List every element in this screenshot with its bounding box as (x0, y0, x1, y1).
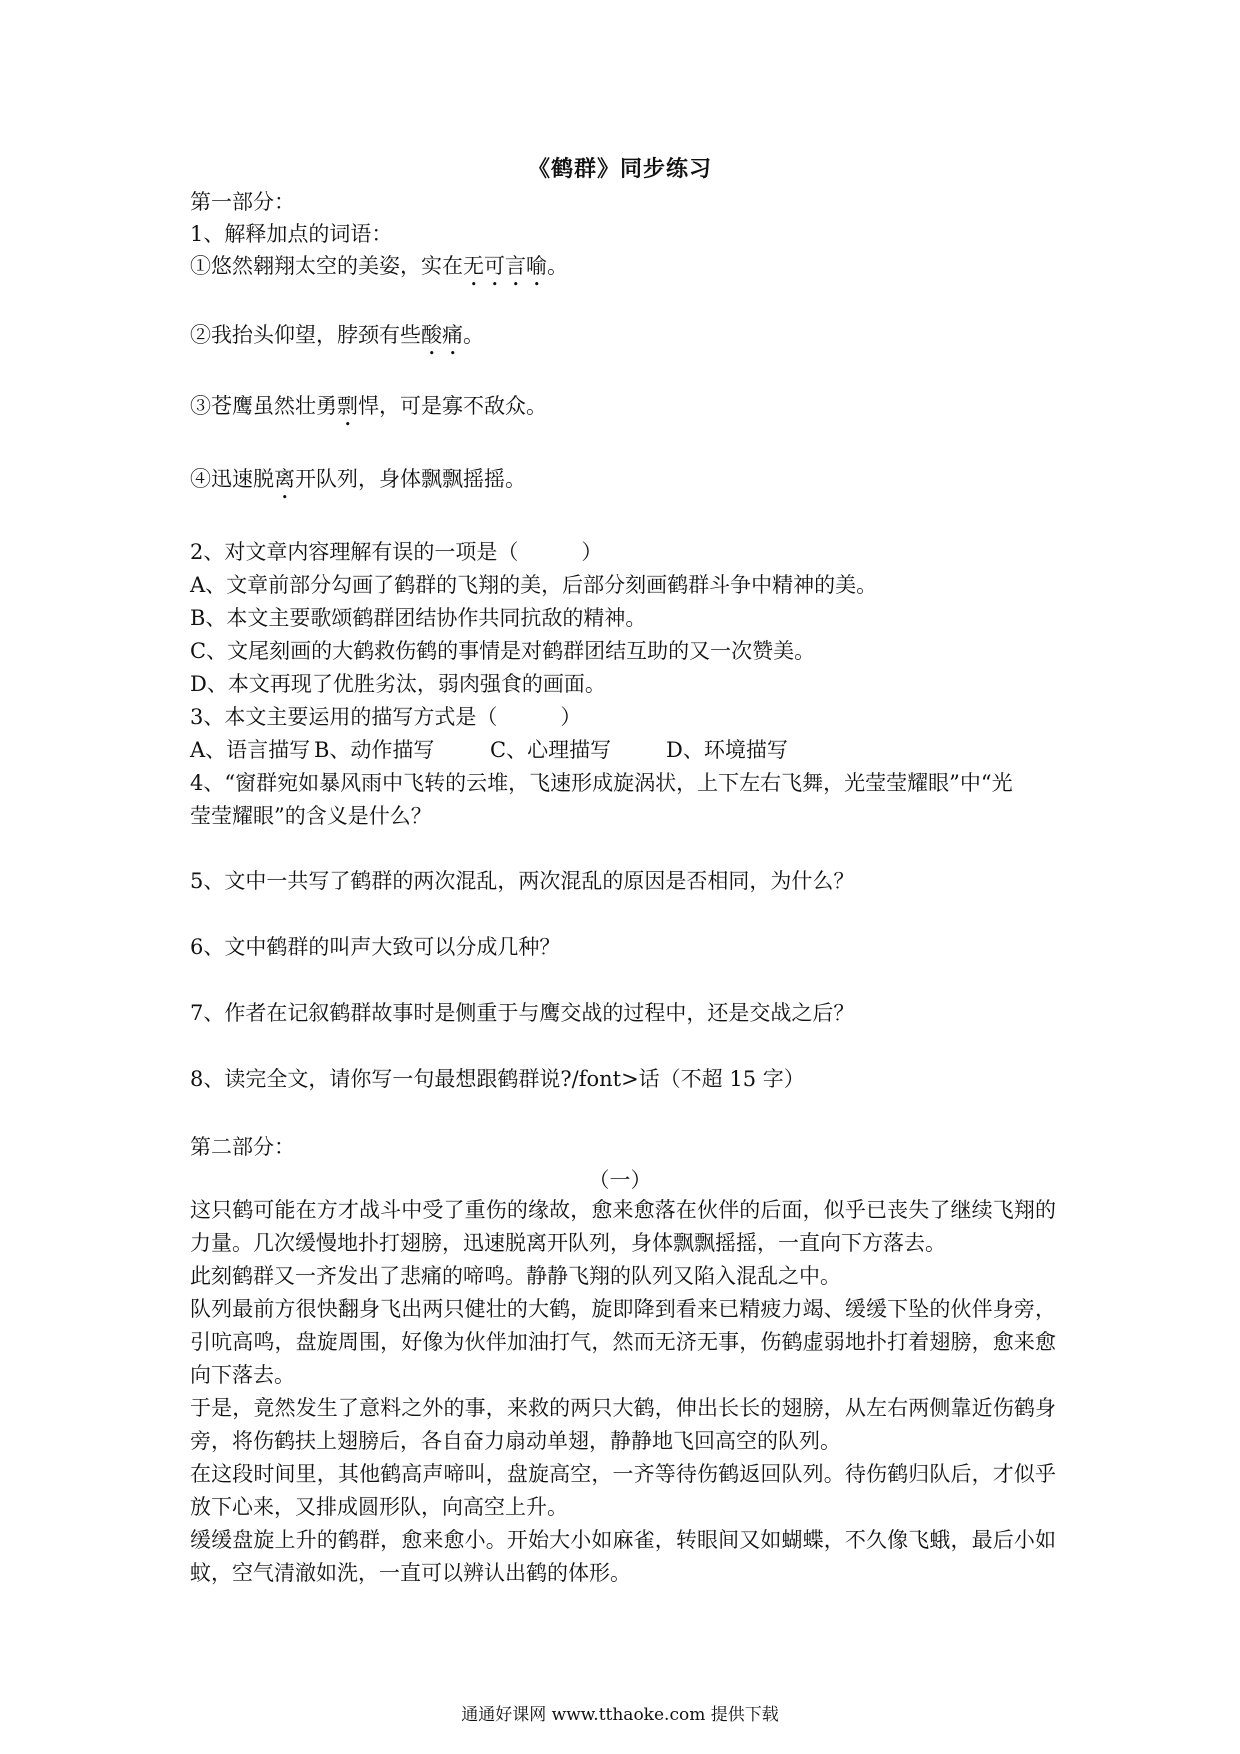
q3-option-b: B、动作描写 (314, 738, 435, 762)
q1-item-1-text: ①悠然翱翔太空的美姿，实在 (190, 254, 463, 278)
q6-prompt: 6、文中鹤群的叫声大致可以分成几种？ (190, 935, 561, 959)
q1-item-4-rest: 开队列，身体飘飘摇摇。 (295, 467, 526, 491)
q2-option-c: C、文尾刻画的大鹤救伤鹤的事情是对鹤群团结互助的又一次赞美。 (190, 639, 816, 663)
q3-option-a: A、语言描写 (190, 738, 311, 762)
q1-item-3-text: ③苍鹰虽然壮勇 (190, 394, 337, 418)
part1-heading: 第一部分： (190, 190, 295, 214)
passage-paragraph-6: 缓缓盘旋上升的鹤群，愈来愈小。开始大小如麻雀，转眼间又如蝴蝶，不久像飞蛾，最后小如蚊，空气清澈如洗，一直可以辨认出鹤的体形。 (190, 1528, 1056, 1585)
passage-paragraph-5: 在这段时间里，其他鹤高声啼叫，盘旋高空，一齐等待伤鹤返回队列。待伤鹤归队后，才似乎放下心来，又排成圆形队，向高空上升。 (190, 1462, 1056, 1519)
q1-item-3-rest: 悍，可是寡不敌众。 (358, 394, 547, 418)
passage-paragraph-1: 这只鹤可能在方才战斗中受了重伤的缘故，愈来愈落在伙伴的后面，似乎已丧失了继续飞翔的力量。几次缓慢地扑打翅膀，迅速脱离开队列，身体飘飘摇摇，一直向下方落去。 (190, 1198, 1056, 1255)
q2-option-d: D、本文再现了优胜劣汰，弱肉强食的画面。 (190, 672, 606, 696)
q8-prompt: 8、读完全文，请你写一句最想跟鹤群说?/font>话（不超 15 字） (190, 1067, 805, 1091)
q1-item-4-text: ④迅速脱 (190, 467, 274, 491)
passage-paragraph-4: 于是，竟然发生了意料之外的事，来救的两只大鹤，伸出长长的翅膀，从左右两侧靠近伤鹤身旁，将伤鹤扶上翅膀后，各自奋力扇动单翅，静静地飞回高空的队列。 (190, 1396, 1056, 1453)
q2-prompt: 2、对文章内容理解有误的一项是（ ） (190, 540, 603, 564)
q1-item-3-dotted-word: 剽 (337, 394, 358, 418)
document-title: 《鹤群》同步练习 (527, 156, 712, 182)
q2-option-a: A、文章前部分勾画了鹤群的飞翔的美，后部分刻画鹤群斗争中精神的美。 (190, 573, 878, 597)
q1-item-4-dotted-word: 离 (274, 467, 295, 491)
q1-item-2 (190, 319, 484, 360)
part2-heading: 第二部分： (190, 1135, 295, 1159)
q7-prompt: 7、作者在记叙鹤群故事时是侧重于与鹰交战的过程中，还是交战之后？ (190, 1001, 855, 1025)
q1-item-1-punct: 。 (547, 254, 568, 278)
q1-item-1-dotted-word: 无可言喻 (463, 254, 547, 278)
q1-item-2-dotted-word: 酸痛 (421, 323, 463, 347)
q1-item-2-text: ②我抬头仰望，脖颈有些 (190, 323, 421, 347)
q1-item-4 (190, 463, 526, 504)
q4-line-2: 莹莹耀眼”的含义是什么？ (190, 804, 432, 828)
q1-prompt: 1、解释加点的词语： (190, 222, 393, 246)
passage-paragraph-2: 此刻鹤群又一齐发出了悲痛的啼鸣。静静飞翔的队列又陷入混乱之中。 (190, 1264, 841, 1288)
q3-option-c: C、心理描写 (490, 738, 612, 762)
q1-item-2-punct: 。 (463, 323, 484, 347)
q1-item-1 (190, 250, 568, 291)
page-footer: 通通好课网 www.tthaoke.com 提供下载 (461, 1705, 779, 1725)
q5-prompt: 5、文中一共写了鹤群的两次混乱，两次混乱的原因是否相同，为什么？ (190, 869, 855, 893)
q3-prompt: 3、本文主要运用的描写方式是（ ） (190, 705, 582, 729)
q1-item-3 (190, 390, 547, 431)
q3-option-d: D、环境描写 (666, 738, 788, 762)
q2-option-b: B、本文主要歌颂鹤群团结协作共同抗敌的精神。 (190, 606, 647, 630)
q4-line-1: 4、“窗群宛如暴风雨中飞转的云堆，飞速形成旋涡状，上下左右飞舞，光莹莹耀眼”中“光 (190, 771, 1013, 795)
section-number: （一） (588, 1168, 652, 1192)
q3-options (190, 734, 788, 766)
passage-paragraph-3: 队列最前方很快翻身飞出两只健壮的大鹤，旋即降到看来已精疲力竭、缓缓下坠的伙伴身旁，引吭高鸣，盘旋周围，好像为伙伴加油打气，然而无济无事，伤鹤虚弱地扑打着翅膀，愈来愈向下落去。 (190, 1297, 1056, 1387)
